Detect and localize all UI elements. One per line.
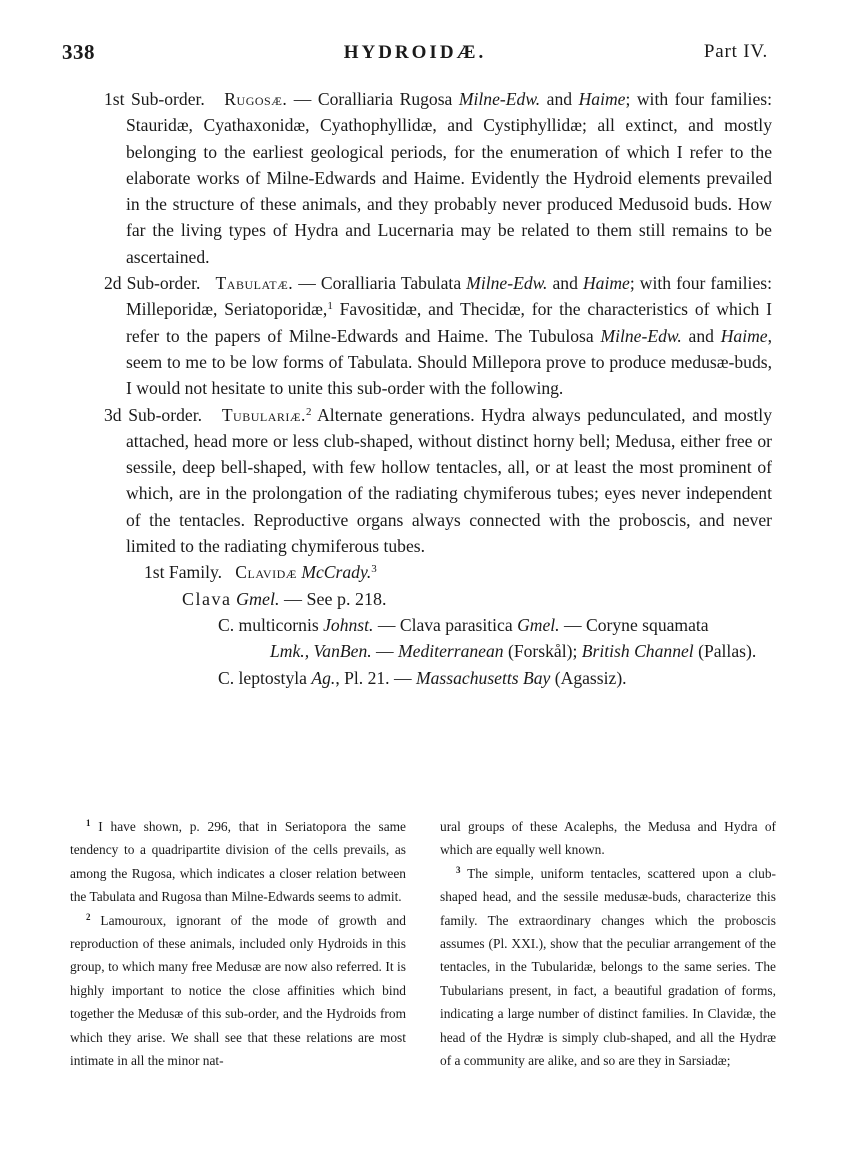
text-run: , seem to me to be low forms of Tabulata. Should Millepora prove to produce medusæ-buds, I would not hesitate to unite this sub-order with the following.	[126, 325, 773, 399]
family-name: Clavidæ	[235, 562, 297, 583]
text-run: ; with four families: Milleporidæ, Seriatoporidæ,	[126, 273, 772, 320]
suborder-tabulatae	[104, 270, 772, 401]
footnote-text: I have shown, p. 296, that in Seriatopora the same tendency to a quadripartite division of the cells prevails, as among the Rugosa, which indicates a closer relation between the Tabulata and Rugosa than Milne-Edwards seems to admit.	[70, 819, 406, 905]
family-label: 1st Family.	[144, 562, 223, 583]
species-entry-continued	[104, 638, 772, 664]
suborder-label: 3d Sub-order.	[104, 404, 202, 425]
footnote-2	[70, 909, 406, 1073]
authority: Johnst.	[323, 614, 374, 635]
text-run: — Coralliaria Tabulata	[293, 273, 467, 294]
page-number: 338	[62, 40, 95, 64]
authority: Ag.	[311, 667, 336, 688]
text-run: and	[681, 325, 721, 346]
authority: Gmel.	[236, 588, 280, 609]
text-run: ; with four families: Stauridæ, Cyathaxonidæ, Cyathophyllidæ, and Cystiphyllidæ; all extinct, and mostly belonging to the earliest geological periods, for the enumeration of which I refer to the elaborate works of Milne-Edwards and Haime. Evidently the Hydroid elements prevailed in the structure of these animals, and they probably never produced Medusoid buds. How far the living types of Hydra and Lucernaria may be related to them still remains to be ascertained.	[126, 89, 772, 267]
text-run: —	[371, 641, 399, 662]
text-run: — Coralliaria Rugosa	[287, 89, 459, 109]
authority: Milne-Edw.	[466, 273, 548, 294]
footnote-ref[interactable]: 1	[327, 300, 333, 313]
footnote-3	[440, 862, 776, 1073]
locality: Massachusetts Bay	[415, 667, 551, 688]
suborder-tubulariae	[104, 402, 772, 560]
text-run: — Coryne squamata	[559, 614, 709, 635]
authority: Haime	[720, 325, 768, 346]
authority: Haime	[578, 89, 626, 109]
text-run: (Agassiz).	[550, 667, 627, 688]
footnote-text: ural groups of these Acalephs, the Medusa and Hydra of which are equally well known.	[440, 819, 776, 858]
suborder-name: Tubulariæ.	[221, 404, 306, 425]
authority: Milne-Edw.	[458, 89, 541, 109]
text-run: and	[540, 89, 579, 109]
locality: Mediterranean	[398, 641, 504, 662]
text-run: — Clava parasitica	[373, 614, 518, 635]
running-title: HYDROIDÆ.	[343, 42, 487, 63]
text-run: and	[547, 273, 583, 294]
suborder-name: Tabulatæ.	[215, 273, 294, 294]
footnote-1	[70, 815, 406, 909]
authority: Lmk., VanBen.	[270, 641, 372, 662]
footnote-column-left	[70, 815, 406, 1072]
authority: Haime	[582, 273, 630, 294]
authority: Milne-Edw.	[600, 325, 682, 346]
footnote-mark: 1	[86, 818, 91, 828]
family-heading	[104, 559, 772, 585]
footnote-mark: 3	[456, 864, 461, 875]
footnote-mark: 2	[86, 911, 91, 922]
locality: British Channel	[581, 641, 694, 662]
footnote-text: The simple, uniform tentacles, scattered upon a club-shaped head, and the sessile medusæ-buds, characterize this family. The extraordinary changes which the proboscis assumes (Pl. XXI.), show that the peculiar arrangement of the tentacles, in the Tubularidæ, belongs to the same series. The Tubularians present, in fact, a beautiful gradation of forms, indicating a large number of distinct families. In Clavidæ, the head of the Hydræ is simply club-shaped, and all the Hydræ of a community are alike, and so are they in Sarsiadæ;	[440, 865, 777, 1069]
species-name: C. leptostyla	[218, 667, 307, 688]
species-entry	[104, 612, 772, 638]
part-label: Part IV.	[703, 41, 768, 62]
suborder-name: Rugosæ.	[224, 89, 288, 109]
footnote-2-continued	[440, 815, 776, 862]
footnote-ref[interactable]: 3	[371, 563, 377, 576]
genus-heading	[104, 586, 772, 612]
footnote-text: Lamouroux, ignorant of the mode of growth and reproduction of these animals, included only Hydroids in this group, to which many free Medusæ are now also referred. It is highly important to notice the close affinities which bind together the Medusæ of this sub-order, and the Hydroids from which they arise. We shall see that these relations are most intimate in all the minor nat-	[70, 912, 406, 1069]
footnote-column-right	[440, 815, 776, 1072]
main-text	[104, 86, 772, 691]
text-run: Alternate generations. Hydra always pedunculated, and mostly attached, head more or less club-shaped, without distinct horny bell; Medusa, either free or sessile, deep bell-shaped, with few hollow tentacles, all, or at least the most prominent of which, are in the prolongation of the radiating chymiferous tubes; eyes never independent of the tentacles. Reproductive organs always connected with the proboscis, and never limited to the radiating chymiferous tubes.	[126, 404, 772, 557]
authority: McCrady.	[301, 562, 372, 583]
species-entry	[104, 665, 772, 691]
suborder-rugosae	[104, 86, 772, 270]
text-run: Favositidæ, and Thecidæ, for the characteristics of which I refer to the papers of Milne-Edwards and Haime. The Tubulosa	[126, 299, 772, 346]
suborder-label: 2d Sub-order.	[104, 273, 201, 294]
species-name: C. multicornis	[218, 614, 319, 635]
footnote-ref[interactable]: 2	[305, 405, 312, 418]
suborder-label: 1st Sub-order.	[104, 89, 205, 109]
running-header	[62, 40, 768, 70]
text-run: (Pallas).	[693, 641, 757, 662]
page-ref: — See p. 218.	[279, 588, 387, 609]
authority: Gmel.	[517, 614, 560, 635]
text-run: , Pl. 21. —	[335, 667, 416, 688]
text-run: (Forskål);	[503, 641, 582, 662]
genus-name: Clava	[182, 588, 232, 609]
